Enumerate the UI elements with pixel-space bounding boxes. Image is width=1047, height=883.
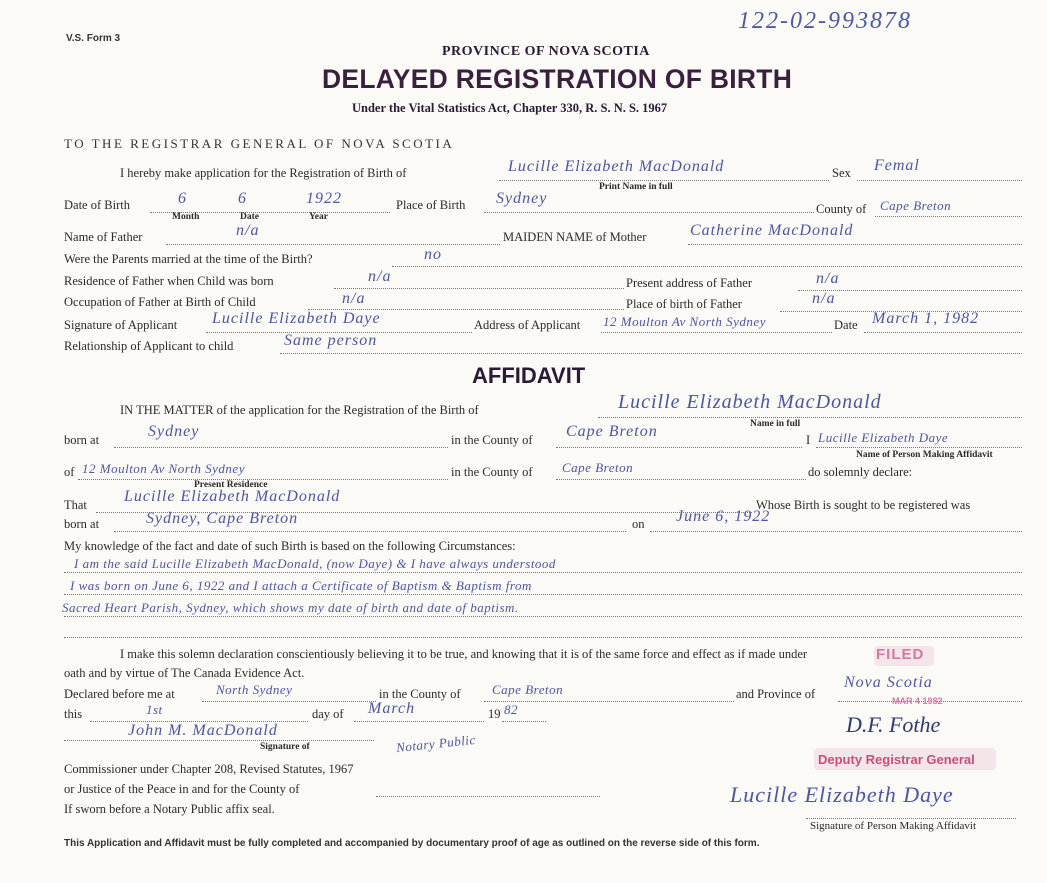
sought-label: Whose Birth is sought to be registered was: [756, 498, 971, 512]
declare-label: do solemnly declare:: [808, 465, 913, 479]
born-at-2-label: born at: [64, 517, 100, 531]
mother-value: Catherine MacDonald: [690, 222, 854, 239]
applicant-address-value: 12 Moulton Av North Sydney: [603, 314, 766, 329]
affiant-name-caption: Name of Person Making Affidavit: [856, 450, 993, 460]
born-at-label: born at: [64, 433, 100, 447]
father-residence-label: Residence of Father when Child was born: [64, 274, 274, 288]
declared-value: North Sydney: [216, 682, 293, 697]
signature-of-caption: Signature of: [260, 742, 310, 752]
affiant-name-value: Lucille Elizabeth Daye: [818, 430, 949, 445]
dob-day-value: 6: [238, 190, 247, 207]
addressee-line: TO THE REGISTRAR GENERAL OF NOVA SCOTIA: [64, 136, 455, 151]
of-label: of: [64, 465, 75, 479]
notary-seal-label: If sworn before a Notary Public affix seal.: [64, 802, 275, 816]
circumstance-line-3: Sacred Heart Parish, Sydney, which shows my date of birth and date of baptism.: [62, 600, 519, 615]
on-value: June 6, 1922: [676, 508, 771, 525]
father-address-value: n/a: [816, 270, 840, 287]
relationship-value: Same person: [284, 332, 378, 349]
knowledge-label: My knowledge of the fact and date of such Birth is based on the following Circumstances:: [64, 539, 516, 553]
pob-label: Place of Birth: [396, 198, 466, 212]
matter-value: Lucille Elizabeth MacDonald: [618, 391, 882, 413]
month-caption: Month: [172, 212, 200, 222]
footer-note: This Application and Affidavit must be fully completed and accompanied by documentary proof of age as outlined on the reverse side of this form.: [64, 838, 760, 849]
province-heading: PROVINCE OF NOVA SCOTIA: [442, 44, 650, 59]
sex-label: Sex: [832, 166, 851, 180]
county-of-3-label: in the County of: [379, 687, 461, 701]
born-at-value: Sydney: [148, 423, 200, 440]
that-label: That: [64, 498, 87, 512]
commissioner-signature: John M. MacDonald: [128, 722, 278, 739]
child-name-value: Lucille Elizabeth MacDonald: [508, 158, 725, 175]
serial-number: 122-02-993878: [738, 8, 912, 34]
born-at-2-value: Sydney, Cape Breton: [146, 510, 299, 527]
form-subtitle: Under the Vital Statistics Act, Chapter 330, R. S. N. S. 1967: [352, 101, 668, 115]
applicant-address-label: Address of Applicant: [474, 318, 581, 332]
day-of-label: day of: [312, 707, 344, 721]
residence-caption: Present Residence: [194, 480, 268, 490]
county-value: Cape Breton: [880, 198, 952, 213]
married-label: Were the Parents married at the time of the Birth?: [64, 252, 313, 266]
father-pob-label: Place of birth of Father: [626, 297, 742, 311]
relationship-label: Relationship of Applicant to child: [64, 339, 234, 353]
county-label: County of: [816, 202, 867, 216]
father-value: n/a: [236, 222, 260, 239]
intro-label: I hereby make application for the Registration of Birth of: [120, 166, 407, 180]
declaration-line-1: I make this solemn declaration conscientiously believing it to be true, and knowing that it is of the same force and effect as if made under: [120, 647, 808, 661]
month-value: March: [368, 700, 416, 717]
circumstance-line-1: I am the said Lucille Elizabeth MacDonald, (now Daye) & I have always understood: [74, 556, 556, 571]
county-of-label: in the County of: [451, 433, 533, 447]
applicant-signature-label: Signature of Applicant: [64, 318, 178, 332]
form-number: V.S. Form 3: [66, 33, 121, 44]
mother-label: MAIDEN NAME of Mother: [503, 230, 647, 244]
commissioner-label: Commissioner under Chapter 208, Revised Statutes, 1967: [64, 762, 354, 776]
date-label: Date: [834, 318, 858, 332]
province-value: Nova Scotia: [844, 674, 933, 691]
on-label: on: [632, 517, 645, 531]
declaration-line-2: oath and by virtue of The Canada Evidence Act.: [64, 666, 305, 680]
father-residence-value: n/a: [368, 268, 392, 285]
affiant-signature: Lucille Elizabeth Daye: [730, 782, 954, 807]
this-label: this: [64, 707, 83, 721]
residence-value: 12 Moulton Av North Sydney: [82, 461, 245, 476]
affiant-signature-caption: Signature of Person Making Affidavit: [810, 820, 976, 832]
county-of-2-label: in the County of: [451, 465, 533, 479]
that-value: Lucille Elizabeth MacDonald: [124, 488, 341, 505]
matter-label: IN THE MATTER of the application for the Registration of the Birth of: [120, 403, 479, 417]
father-pob-value: n/a: [812, 290, 836, 307]
county-of-value: Cape Breton: [566, 423, 658, 440]
father-occupation-value: n/a: [342, 290, 366, 307]
father-label: Name of Father: [64, 230, 143, 244]
year-caption: Year: [309, 212, 328, 222]
father-address-label: Present address of Father: [626, 276, 753, 290]
date-value: March 1, 1982: [872, 310, 980, 327]
day-caption: Date: [240, 212, 259, 222]
pob-value: Sydney: [496, 190, 548, 207]
this-day-value: 1st: [146, 702, 163, 717]
sex-value: Femal: [874, 157, 920, 174]
justice-label: or Justice of the Peace in and for the County of: [64, 782, 300, 796]
filed-stamp: FILED: [876, 646, 925, 663]
filed-stamp-date: MAR 4 1982: [892, 696, 943, 706]
province-label: and Province of: [736, 687, 816, 701]
i-label: I: [806, 433, 811, 447]
married-value: no: [424, 246, 442, 263]
affidavit-heading: AFFIDAVIT: [472, 363, 586, 388]
circumstance-line-2: I was born on June 6, 1922 and I attach a Certificate of Baptism & Baptism from: [70, 578, 532, 593]
applicant-signature-value: Lucille Elizabeth Daye: [212, 310, 381, 327]
deputy-registrar-stamp: Deputy Registrar General: [818, 752, 975, 767]
year-value: 82: [504, 702, 518, 717]
year-prefix: 19: [488, 707, 501, 721]
print-name-caption: Print Name in full: [599, 182, 673, 192]
form-title: DELAYED REGISTRATION OF BIRTH: [322, 64, 793, 94]
dob-month-value: 6: [178, 190, 187, 207]
county-of-2-value: Cape Breton: [562, 460, 634, 475]
commissioner-title: Notary Public: [395, 731, 477, 756]
dob-year-value: 1922: [306, 190, 342, 207]
county-of-3-value: Cape Breton: [492, 682, 564, 697]
father-occupation-label: Occupation of Father at Birth of Child: [64, 295, 256, 309]
declared-label: Declared before me at: [64, 687, 175, 701]
dob-label: Date of Birth: [64, 198, 130, 212]
registrar-signature: D.F. Fothe: [846, 712, 941, 737]
name-full-caption: Name in full: [750, 419, 801, 429]
